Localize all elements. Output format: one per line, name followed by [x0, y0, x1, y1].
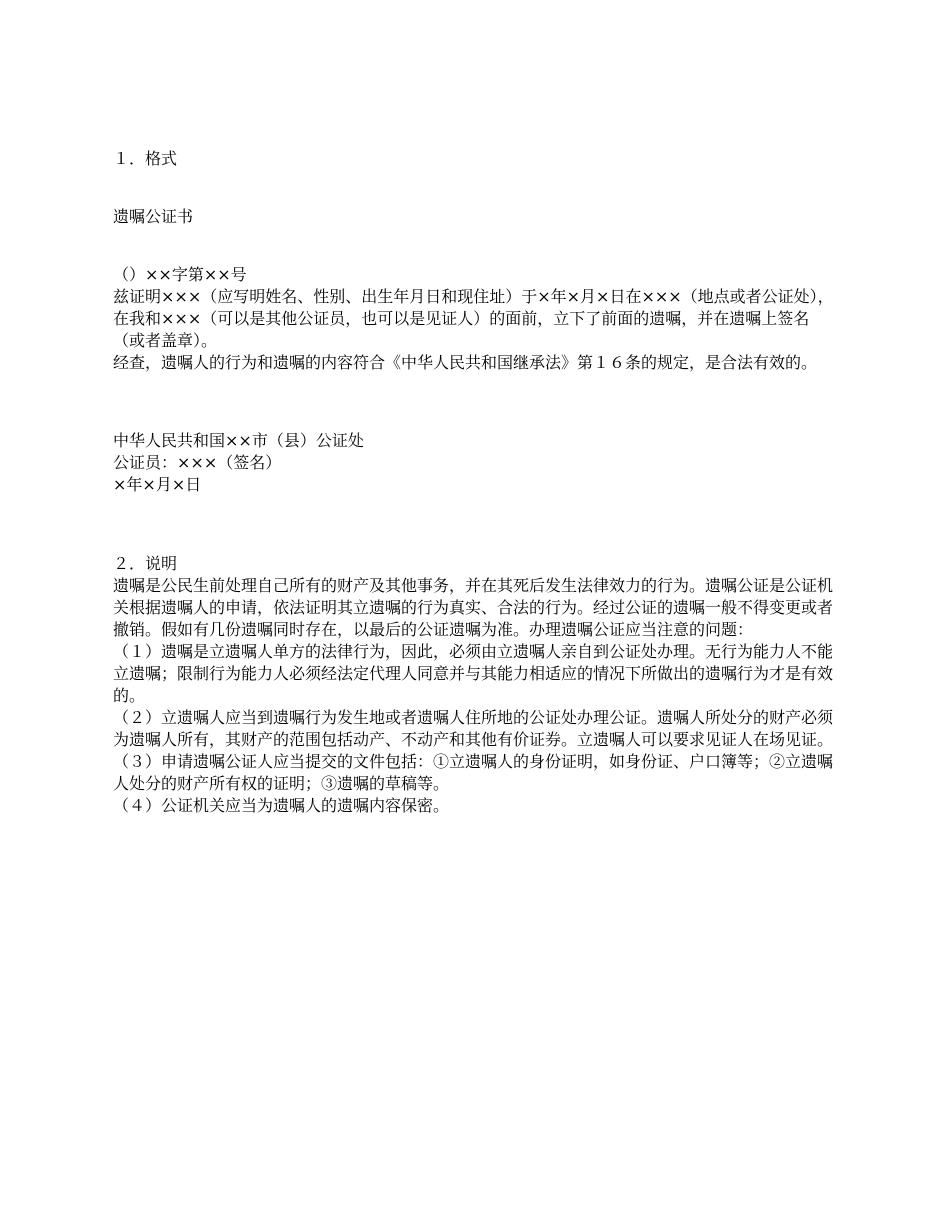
certificate-paragraph-1: 兹证明×××（应写明姓名、性别、出生年月日和现住址）于×年×月×日在×××（地点或者公证处），在我和×××（可以是其他公证员，也可以是见证人）的面前，立下了前面的遗嘱，并在遗嘱上签名（或者盖章）。 [113, 287, 834, 350]
explanation-intro: 遗嘱是公民生前处理自己所有的财产及其他事务，并在其死后发生法律效力的行为。遗嘱公证是公证机关根据遗嘱人的申请，依法证明其立遗嘱的行为真实、合法的行为。经过公证的遗嘱一般不得变更或者撤销。假如有几份遗嘱同时存在，以最后的公证遗嘱为准。办理遗嘱公证应当注意的问题： [113, 576, 834, 639]
certificate-date: ×年×月×日 [113, 475, 202, 494]
certificate-body [113, 264, 841, 374]
explanation-section [113, 553, 841, 817]
certificate-paragraph-2: 经查，遗嘱人的行为和遗嘱的内容符合《中华人民共和国继承法》第１６条的规定，是合法有效的。 [113, 353, 818, 372]
explanation-item-3: （３）申请遗嘱公证人应当提交的文件包括：①立遗嘱人的身份证明，如身份证、户口簿等；②立遗嘱人处分的财产所有权的证明；③遗嘱的草稿等。 [113, 752, 834, 793]
section-heading-explanation: ２．说明 [113, 554, 178, 573]
signature-block [113, 430, 841, 496]
notary-office: 中华人民共和国××市（县）公证处 [113, 431, 364, 450]
document-title: 遗嘱公证书 [113, 207, 194, 226]
notary-signature: 公证员：×××（签名） [113, 453, 282, 472]
document-number: （）××字第××号 [113, 265, 247, 284]
section-heading-format: １．格式 [113, 149, 178, 168]
explanation-item-2: （２）立遗嘱人应当到遗嘱行为发生地或者遗嘱人住所地的公证处办理公证。遗嘱人所处分的财产必须为遗嘱人所有，其财产的范围包括动产、不动产和其他有价证券。立遗嘱人可以要求见证人在场见证。 [113, 708, 834, 749]
explanation-item-4: （４）公证机关应当为遗嘱人的遗嘱内容保密。 [113, 796, 450, 815]
explanation-item-1: （１）遗嘱是立遗嘱人单方的法律行为，因此，必须由立遗嘱人亲自到公证处办理。无行为能力人不能立遗嘱；限制行为能力人必须经法定代理人同意并与其能力相适应的情况下所做出的遗嘱行为才是有效的。 [113, 642, 834, 705]
